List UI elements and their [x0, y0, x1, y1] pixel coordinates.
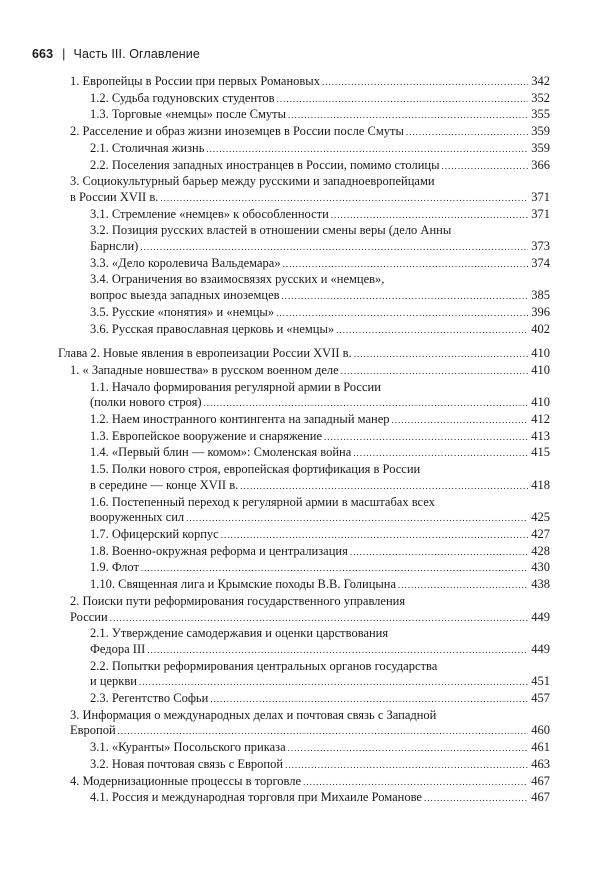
- toc-entry-title: 1.2. Наем иностранного контингента на западный манер: [90, 412, 390, 427]
- dot-leader: [288, 107, 528, 124]
- toc-entry: [70, 691, 550, 708]
- dot-leader: [441, 158, 528, 175]
- toc-entry: [70, 527, 550, 544]
- toc-entry-line: [70, 363, 550, 380]
- toc-entry-line: [90, 510, 550, 527]
- toc-entry: [70, 659, 550, 691]
- toc-page-number: 415: [531, 445, 550, 460]
- toc-page-number: 410: [531, 362, 550, 377]
- toc-entry-title: 3.2. Новая почтовая связь с Европой: [90, 756, 284, 771]
- toc-page-number: 449: [531, 641, 550, 656]
- toc-entry-title: 1.3. Торговые «немцы» после Смуты: [90, 107, 287, 122]
- toc-entry-line: [90, 674, 550, 691]
- toc-entry-title: России: [70, 609, 108, 624]
- toc-entry-line: [70, 190, 550, 207]
- toc-entry: [70, 141, 550, 158]
- dot-leader: [324, 429, 528, 446]
- dot-leader: [140, 239, 528, 256]
- toc-page-number: 359: [531, 124, 550, 139]
- toc-entry-title: 3.6. Русская православная церковь и «немцы»: [90, 321, 335, 336]
- toc-page-number: 355: [531, 107, 550, 122]
- toc-entry-title: 3.1. «Куранты» Посольского приказа: [90, 740, 286, 755]
- dot-leader: [392, 412, 529, 429]
- toc-entry-title: в середине — конце XVII в.: [90, 477, 239, 492]
- toc-entry: [70, 363, 550, 380]
- dot-leader: [350, 544, 528, 561]
- toc-entry-title-line: 2. Поиски пути реформирования государственного управления: [70, 593, 406, 608]
- toc-page-number: 460: [531, 723, 550, 738]
- dot-leader: [353, 445, 528, 462]
- toc-entry-line: [90, 239, 550, 256]
- toc-page-number: 418: [531, 477, 550, 492]
- toc-entry: [70, 740, 550, 757]
- toc-entry-title: 4. Модернизационные процессы в торговле: [70, 773, 302, 788]
- dot-leader: [186, 510, 528, 527]
- dot-leader: [221, 527, 529, 544]
- toc-page-number: 371: [531, 206, 550, 221]
- toc-entry: [70, 708, 550, 740]
- toc-entry-line: [90, 544, 550, 561]
- dot-leader: [341, 363, 529, 380]
- toc-page-number: 463: [531, 756, 550, 771]
- toc-page-number: 467: [531, 773, 550, 788]
- toc-entry: [70, 272, 550, 304]
- dot-leader: [240, 478, 528, 495]
- toc-entry-title-line: 2.2. Попытки реформирования центральных органов государства: [90, 658, 438, 673]
- toc-page-number: 461: [531, 740, 550, 755]
- toc-entry: [70, 544, 550, 561]
- dot-leader: [277, 91, 529, 108]
- toc-entry: [70, 174, 550, 206]
- toc-entry: [70, 412, 550, 429]
- toc-page-number: 425: [531, 510, 550, 525]
- toc-entry-line: [90, 141, 550, 158]
- page-number: 663: [32, 47, 54, 61]
- toc-entry-line: [90, 288, 550, 305]
- toc-entry-title: 1. Европейцы в России при первых Романовых: [70, 74, 320, 88]
- toc-entry-line: [70, 774, 550, 791]
- toc-entry-title: 1.7. Офицерский корпус: [90, 526, 219, 541]
- dot-leader: [160, 190, 528, 207]
- toc-entry-title: 3.3. «Дело королевича Вальдемара»: [90, 255, 281, 270]
- toc-page-number: 342: [531, 74, 550, 88]
- toc-entry-line: [90, 91, 550, 108]
- dot-leader: [303, 774, 528, 791]
- toc-entry-line: [90, 642, 550, 659]
- dot-leader: [110, 610, 529, 627]
- toc-entry-title: 2.1. Столичная жизнь: [90, 140, 205, 155]
- toc-entry: [70, 91, 550, 108]
- toc-entry-line: [90, 107, 550, 124]
- toc-entry-line: [90, 757, 550, 774]
- toc-entry: [70, 124, 550, 141]
- toc-entry-title: 1.4. «Первый блин — комом»: Смоленская война: [90, 445, 352, 460]
- toc-entry: [70, 429, 550, 446]
- toc-entry: [70, 774, 550, 791]
- dot-leader: [204, 395, 529, 412]
- toc-entry: [70, 594, 550, 626]
- toc-entry-title-line: 1.6. Постепенный переход к регулярной армии в масштабах всех: [90, 494, 435, 509]
- toc-entry-title: 1.9. Флот: [90, 560, 139, 575]
- dot-leader: [276, 305, 528, 322]
- toc-entry-title-line: 1.5. Полки нового строя, европейская фортификация в России: [90, 462, 421, 477]
- toc-entry-line: [90, 305, 550, 322]
- toc-entry: [70, 380, 550, 412]
- toc-entry: [58, 346, 550, 363]
- toc-entry-title: 1.8. Военно-окружная реформа и централизация: [90, 543, 348, 558]
- toc-entry-line: [90, 395, 550, 412]
- dot-leader: [398, 577, 528, 594]
- toc-entry-line: [90, 740, 550, 757]
- toc-page-number: 449: [531, 609, 550, 624]
- toc-page-number: 412: [531, 412, 550, 427]
- toc-entry-title: 2.3. Регентство Софьи: [90, 691, 209, 706]
- toc-page-number: 427: [531, 526, 550, 541]
- toc-entry-line: [90, 691, 550, 708]
- toc-page-number: 359: [531, 140, 550, 155]
- toc-entry-title-line: 3.2. Позиция русских властей в отношении смены веры (дело Анны: [90, 223, 452, 238]
- toc-page-number: 438: [531, 577, 550, 592]
- toc-page-number: 451: [531, 674, 550, 689]
- dot-leader: [282, 288, 529, 305]
- dot-leader: [354, 346, 529, 363]
- toc-entry-title: 2.2. Поселения западных иностранцев в России, помимо столицы: [90, 157, 440, 172]
- toc-entry-line: [58, 346, 550, 363]
- toc-entry-title: 1.10. Священная лига и Крымские походы В.В. Голицына: [90, 577, 397, 592]
- toc-entry-title: 1. « Западные новшества» в русском военном деле: [70, 362, 339, 377]
- toc-entry: [70, 757, 550, 774]
- dot-leader: [206, 141, 528, 158]
- dot-leader: [331, 207, 528, 224]
- toc-entry: [70, 223, 550, 255]
- toc-entry: [70, 158, 550, 175]
- dot-leader: [210, 691, 528, 708]
- dot-leader: [406, 124, 528, 141]
- toc-entry-title: в России XVII в.: [70, 189, 159, 204]
- toc-entry-title: 3.5. Русские «понятия» и «немцы»: [90, 304, 275, 319]
- toc-entry-line: [90, 790, 550, 807]
- toc-page-number: 428: [531, 543, 550, 558]
- toc-entry-title-line: 3.4. Ограничения во взаимосвязях русских и «немцев»,: [90, 272, 385, 287]
- toc-entry-title: и церкви: [90, 674, 137, 689]
- toc-page-number: 385: [531, 288, 550, 303]
- toc-entry-title-line: 3. Информация о международных делах и почтовая связь с Западной: [70, 707, 437, 722]
- dot-leader: [285, 757, 528, 774]
- toc-page-number: 373: [531, 239, 550, 254]
- toc-entry: [70, 495, 550, 527]
- toc-entry-line: [90, 207, 550, 224]
- toc-entry-line: [90, 560, 550, 577]
- table-of-contents: [58, 74, 550, 807]
- toc-entry-line: [90, 412, 550, 429]
- dot-leader: [118, 723, 529, 740]
- toc-entry: [70, 74, 550, 91]
- toc-entry: [70, 322, 550, 339]
- toc-page-number: 396: [531, 304, 550, 319]
- toc-page-number: 371: [531, 189, 550, 204]
- toc-entry-line: [90, 478, 550, 495]
- toc-entry-title: (полки нового строя): [90, 395, 202, 410]
- toc-page-number: 467: [531, 790, 550, 805]
- toc-entry: [70, 790, 550, 807]
- toc-page-number: 402: [531, 321, 550, 336]
- toc-entry-line: [70, 610, 550, 627]
- toc-entry-title-line: 3. Социокультурный барьер между русскими и западноевропейцами: [70, 174, 435, 189]
- toc-entry-title: 3.1. Стремление «немцев» к обособленности: [90, 206, 329, 221]
- toc-entry: [70, 462, 550, 494]
- toc-page-number: 457: [531, 691, 550, 706]
- toc-entry: [70, 626, 550, 658]
- toc-entry: [70, 207, 550, 224]
- toc-entry-title-line: 1.1. Начало формирования регулярной армии в России: [90, 379, 381, 394]
- toc-page-number: 413: [531, 428, 550, 443]
- toc-entry: [70, 560, 550, 577]
- toc-entry: [70, 256, 550, 273]
- header-separator: |: [62, 47, 66, 61]
- toc-page-number: 430: [531, 560, 550, 575]
- toc-entry-line: [90, 445, 550, 462]
- toc-entry-title: Глава 2. Новые явления в европеизации России XVII в.: [58, 346, 352, 361]
- toc-entry-title: 2. Расселение и образ жизни иноземцев в России после Смуты: [70, 124, 404, 139]
- toc-entry: [70, 577, 550, 594]
- dot-leader: [424, 790, 528, 807]
- toc-entry-title: 4.1. Россия и международная торговля при Михаиле Романове: [90, 790, 422, 805]
- toc-entry-title: Федора III: [90, 641, 146, 656]
- toc-entry-title: вооруженных сил: [90, 510, 185, 525]
- running-header: [32, 47, 200, 61]
- toc-entry-line: [70, 723, 550, 740]
- toc-page-number: 410: [531, 395, 550, 410]
- toc-entry-title: 1.2. Судьба годуновских студентов: [90, 90, 275, 105]
- toc-entry: [70, 305, 550, 322]
- toc-page-number: 410: [531, 346, 550, 361]
- toc-entry-line: [90, 429, 550, 446]
- dot-leader: [322, 74, 528, 91]
- dot-leader: [141, 560, 528, 577]
- toc-entry-line: [90, 527, 550, 544]
- toc-page-number: 374: [531, 255, 550, 270]
- toc-entry-line: [90, 256, 550, 273]
- toc-page-number: 366: [531, 157, 550, 172]
- toc-page-number: 352: [531, 90, 550, 105]
- toc-entry-line: [90, 158, 550, 175]
- toc-entry-line: [90, 322, 550, 339]
- toc-entry-line: [90, 577, 550, 594]
- dot-leader: [139, 674, 528, 691]
- toc-entry-title-line: 2.1. Утверждение самодержавия и оценки царствования: [90, 626, 389, 641]
- toc-entry-title: Барнсли): [90, 239, 139, 254]
- dot-leader: [336, 322, 528, 339]
- dot-leader: [288, 740, 529, 757]
- dot-leader: [147, 642, 528, 659]
- toc-entry-title: 1.3. Европейское вооружение и снаряжение: [90, 428, 323, 443]
- toc-entry: [70, 445, 550, 462]
- toc-entry-line: [70, 74, 550, 91]
- part-title: Часть III. Оглавление: [73, 47, 200, 61]
- toc-entry: [70, 107, 550, 124]
- toc-entry-line: [70, 124, 550, 141]
- dot-leader: [283, 256, 529, 273]
- toc-entry-title: Европой: [70, 723, 116, 738]
- toc-entry-title: вопрос выезда западных иноземцев: [90, 288, 280, 303]
